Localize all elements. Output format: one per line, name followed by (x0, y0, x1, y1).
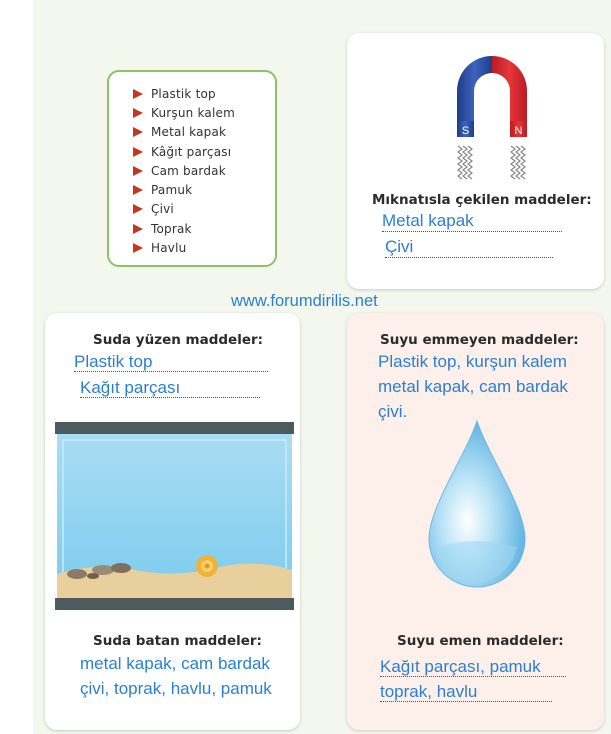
watermark-link: www.forumdirilis.net (231, 292, 378, 310)
magnet-heading: Mıknatısla çekilen maddeler: (372, 192, 592, 208)
float-sink-card (45, 313, 300, 730)
bullet-arrow-icon (133, 243, 143, 253)
list-item (133, 84, 275, 103)
list-item (133, 200, 275, 219)
magnet-answer: Metal kapak (382, 211, 474, 230)
bullet-arrow-icon (133, 224, 143, 234)
magnet-icon (447, 51, 537, 191)
list-item (133, 161, 275, 180)
water-absorption-card (347, 313, 604, 730)
bullet-arrow-icon (133, 89, 143, 99)
item-list-box (107, 70, 277, 267)
non-absorbing-answer: Plastik top, kurşun kalem (378, 352, 567, 371)
list-item-label: Plastik top (151, 86, 216, 101)
bullet-arrow-icon (133, 204, 143, 214)
pole-n-label: N (514, 125, 523, 137)
answer-line (74, 371, 268, 372)
sinking-heading: Suda batan maddeler: (93, 633, 262, 649)
list-item (133, 219, 275, 238)
pole-s-label: S (461, 125, 470, 137)
bullet-arrow-icon (133, 185, 143, 195)
list-item-label: Çivi (151, 202, 174, 217)
list-item-label: Kurşun kalem (151, 105, 235, 120)
non-absorbing-answer: çivi. (378, 402, 408, 421)
list-item (133, 103, 275, 122)
bullet-arrow-icon (133, 166, 143, 176)
magnet-answer: Çivi (385, 237, 414, 256)
answer-line (382, 231, 562, 232)
non-absorbing-answer: metal kapak, cam bardak (378, 377, 568, 396)
water-drop-icon (425, 417, 529, 589)
floating-heading: Suda yüzen maddeler: (93, 332, 264, 348)
list-item (133, 142, 275, 161)
sinking-answer: çivi, toprak, havlu, pamuk (80, 679, 272, 698)
list-item-label: Havlu (151, 241, 187, 256)
aquarium-icon (55, 422, 294, 610)
floating-answer: Plastik top (74, 352, 153, 371)
absorbing-answer: toprak, havlu (380, 682, 478, 701)
answer-line (380, 676, 566, 677)
absorbing-answer: Kağıt parçası, pamuk (380, 657, 541, 676)
list-item-label: Cam bardak (151, 163, 226, 178)
list-item (133, 180, 275, 199)
answer-line (80, 397, 260, 398)
bullet-arrow-icon (133, 147, 143, 157)
absorbing-heading: Suyu emen maddeler: (397, 633, 564, 649)
floating-answer: Kağıt parçası (80, 378, 181, 397)
list-item-label: Toprak (151, 221, 192, 236)
magnet-card (347, 33, 604, 289)
list-item-label: Pamuk (151, 183, 193, 198)
list-item (133, 238, 275, 257)
list-item (133, 123, 275, 142)
list-item-label: Kâğıt parçası (151, 144, 232, 159)
list-item-label: Metal kapak (151, 125, 227, 140)
answer-line (385, 257, 553, 258)
sinking-answer: metal kapak, cam bardak (80, 654, 270, 673)
non-absorbing-heading: Suyu emmeyen maddeler: (380, 332, 579, 348)
bullet-arrow-icon (133, 127, 143, 137)
bullet-arrow-icon (133, 108, 143, 118)
answer-line (380, 701, 552, 702)
